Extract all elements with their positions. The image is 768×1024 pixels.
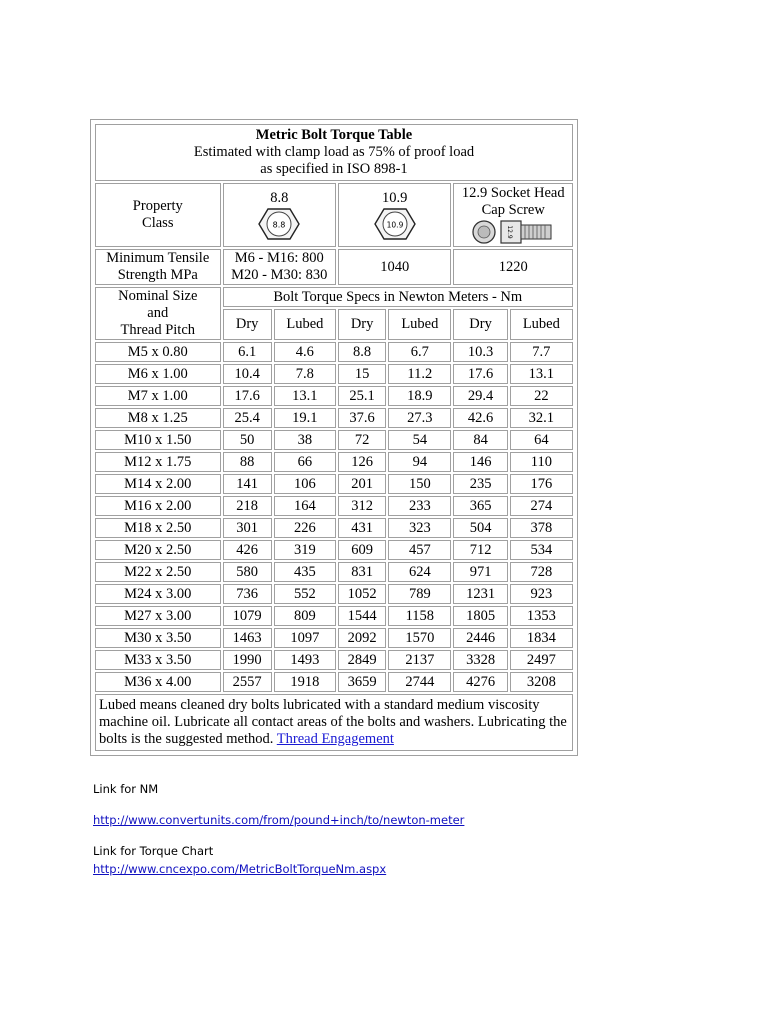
nm-link-row (93, 813, 464, 827)
cell-lubed-8-8: 1097 (274, 628, 336, 648)
cell-lubed-12-9: 1353 (510, 606, 573, 626)
grade-8-8-label: 8.8 (270, 189, 289, 206)
table-row (95, 474, 573, 494)
cell-dry-8-8: 301 (223, 518, 272, 538)
grade-12-9-cell (453, 183, 573, 247)
cell-lubed-8-8: 19.1 (274, 408, 336, 428)
cell-lubed-10-9: 323 (388, 518, 451, 538)
cell-lubed-12-9: 22 (510, 386, 573, 406)
cell-dry-8-8: 426 (223, 540, 272, 560)
cell-lubed-8-8: 38 (274, 430, 336, 450)
cell-dry-10-9: 431 (338, 518, 386, 538)
col-dry-12-9: Dry (453, 309, 507, 340)
cell-thread-size: M16 x 2.00 (95, 496, 221, 516)
cell-dry-10-9: 25.1 (338, 386, 386, 406)
cell-dry-12-9: 504 (453, 518, 507, 538)
cell-dry-8-8: 88 (223, 452, 272, 472)
cell-thread-size: M6 x 1.00 (95, 364, 221, 384)
cell-lubed-12-9: 1834 (510, 628, 573, 648)
cell-dry-12-9: 42.6 (453, 408, 507, 428)
cell-dry-10-9: 201 (338, 474, 386, 494)
table-row (95, 342, 573, 362)
cell-thread-size: M30 x 3.50 (95, 628, 221, 648)
cell-lubed-8-8: 164 (274, 496, 336, 516)
cell-dry-8-8: 1463 (223, 628, 272, 648)
cell-lubed-10-9: 457 (388, 540, 451, 560)
cell-lubed-12-9: 7.7 (510, 342, 573, 362)
tensile-12-9: 1220 (453, 249, 573, 285)
cell-dry-8-8: 6.1 (223, 342, 272, 362)
cell-lubed-12-9: 3208 (510, 672, 573, 692)
cell-dry-12-9: 365 (453, 496, 507, 516)
cell-thread-size: M7 x 1.00 (95, 386, 221, 406)
cell-lubed-12-9: 728 (510, 562, 573, 582)
cell-lubed-10-9: 11.2 (388, 364, 451, 384)
lubrication-note (95, 694, 573, 751)
cell-lubed-8-8: 1493 (274, 650, 336, 670)
cell-lubed-10-9: 624 (388, 562, 451, 582)
nominal-size-header-line2: and (147, 305, 169, 321)
table-row (95, 386, 573, 406)
cell-lubed-12-9: 923 (510, 584, 573, 604)
cell-dry-10-9: 3659 (338, 672, 386, 692)
table-row (95, 518, 573, 538)
torque-table (93, 122, 575, 753)
cell-lubed-10-9: 27.3 (388, 408, 451, 428)
cell-lubed-10-9: 789 (388, 584, 451, 604)
cell-dry-8-8: 218 (223, 496, 272, 516)
nominal-size-header-line3: Thread Pitch (120, 322, 196, 338)
col-lubed-8-8: Lubed (274, 309, 336, 340)
nominal-size-header-line1: Nominal Size (118, 288, 198, 304)
cell-lubed-8-8: 4.6 (274, 342, 336, 362)
cell-dry-12-9: 2446 (453, 628, 507, 648)
nm-link-label (93, 782, 158, 796)
cell-lubed-10-9: 1570 (388, 628, 451, 648)
cell-lubed-10-9: 150 (388, 474, 451, 494)
cell-thread-size: M5 x 0.80 (95, 342, 221, 362)
cell-lubed-12-9: 64 (510, 430, 573, 450)
table-row (95, 562, 573, 582)
table-row (95, 584, 573, 604)
cell-dry-10-9: 831 (338, 562, 386, 582)
cell-dry-8-8: 1079 (223, 606, 272, 626)
torque-table-container (90, 119, 578, 756)
table-row (95, 650, 573, 670)
cell-dry-8-8: 1990 (223, 650, 272, 670)
cell-dry-8-8: 10.4 (223, 364, 272, 384)
cell-thread-size: M22 x 2.50 (95, 562, 221, 582)
table-title-cell (95, 124, 573, 181)
cell-lubed-10-9: 6.7 (388, 342, 451, 362)
cell-lubed-12-9: 110 (510, 452, 573, 472)
cell-dry-10-9: 1544 (338, 606, 386, 626)
tensile-label (95, 249, 221, 285)
cell-dry-10-9: 37.6 (338, 408, 386, 428)
cell-thread-size: M33 x 3.50 (95, 650, 221, 670)
table-row (95, 496, 573, 516)
torque-rows (95, 342, 573, 692)
cell-lubed-8-8: 66 (274, 452, 336, 472)
cell-dry-8-8: 50 (223, 430, 272, 450)
cell-lubed-8-8: 106 (274, 474, 336, 494)
grade-8-8-icon-text: 8.8 (272, 220, 286, 229)
cell-lubed-8-8: 226 (274, 518, 336, 538)
cell-lubed-10-9: 54 (388, 430, 451, 450)
grade-10-9-icon-text: 10.9 (386, 220, 404, 229)
table-row (95, 628, 573, 648)
table-title: Metric Bolt Torque Table (255, 127, 413, 143)
col-lubed-10-9: Lubed (388, 309, 451, 340)
tensile-8-8-line1: M6 - M16: 800 (234, 250, 324, 266)
cell-lubed-12-9: 534 (510, 540, 573, 560)
cell-thread-size: M20 x 2.50 (95, 540, 221, 560)
cell-lubed-10-9: 18.9 (388, 386, 451, 406)
cell-dry-10-9: 312 (338, 496, 386, 516)
tensile-10-9: 1040 (338, 249, 451, 285)
tensile-label-line2: Strength MPa (117, 267, 198, 283)
cell-dry-12-9: 3328 (453, 650, 507, 670)
grade-10-9-label: 10.9 (382, 189, 408, 206)
cell-lubed-12-9: 274 (510, 496, 573, 516)
cell-dry-12-9: 235 (453, 474, 507, 494)
cell-lubed-10-9: 2137 (388, 650, 451, 670)
cell-lubed-8-8: 13.1 (274, 386, 336, 406)
table-row (95, 540, 573, 560)
socket-head-cap-screw-icon (470, 219, 556, 245)
cell-dry-12-9: 4276 (453, 672, 507, 692)
cell-dry-10-9: 1052 (338, 584, 386, 604)
cell-lubed-8-8: 319 (274, 540, 336, 560)
cell-thread-size: M12 x 1.75 (95, 452, 221, 472)
table-row (95, 408, 573, 428)
torque-chart-link-label-text: Link for Torque Chart (93, 844, 214, 858)
cell-lubed-10-9: 1158 (388, 606, 451, 626)
nm-link[interactable]: http://www.convertunits.com/from/pound+inch/to/newton-meter (93, 813, 465, 827)
table-row (95, 672, 573, 692)
cell-dry-10-9: 72 (338, 430, 386, 450)
tensile-label-line1: Minimum Tensile (106, 250, 210, 266)
grade-12-9-label-line1: 12.9 Socket Head (461, 185, 565, 201)
property-class-label-line1: Property (132, 198, 183, 214)
cell-dry-10-9: 126 (338, 452, 386, 472)
property-class-label-line2: Class (142, 215, 174, 231)
cell-lubed-8-8: 435 (274, 562, 336, 582)
lubrication-note-text: Lubed means cleaned dry bolts lubricated with a standard medium viscosity machine oil. Lubricate all contact areas of the bolts and washers. Lubricating the bolts is the suggested method. (99, 697, 567, 747)
cell-lubed-10-9: 2744 (388, 672, 451, 692)
cell-dry-12-9: 10.3 (453, 342, 507, 362)
thread-engagement-link[interactable]: Thread Engagement (276, 731, 394, 747)
grade-8-8-cell (223, 183, 336, 247)
cell-dry-10-9: 2849 (338, 650, 386, 670)
cell-dry-12-9: 1805 (453, 606, 507, 626)
table-row (95, 430, 573, 450)
cell-dry-12-9: 17.6 (453, 364, 507, 384)
table-subtitle-1: Estimated with clamp load as 75% of proof load (193, 144, 475, 160)
table-row (95, 606, 573, 626)
grade-12-9-icon-text: 12.9 (506, 225, 514, 239)
cell-dry-10-9: 609 (338, 540, 386, 560)
grade-10-9-cell (338, 183, 451, 247)
cell-dry-8-8: 736 (223, 584, 272, 604)
tensile-8-8-line2: M20 - M30: 830 (231, 267, 328, 283)
cell-dry-8-8: 580 (223, 562, 272, 582)
cell-dry-8-8: 17.6 (223, 386, 272, 406)
table-subtitle-2: as specified in ISO 898-1 (260, 161, 408, 177)
grade-12-9-label-line2: Cap Screw (481, 202, 545, 218)
cell-lubed-8-8: 809 (274, 606, 336, 626)
cell-lubed-12-9: 378 (510, 518, 573, 538)
torque-spec-header: Bolt Torque Specs in Newton Meters - Nm (223, 287, 573, 307)
cell-thread-size: M18 x 2.50 (95, 518, 221, 538)
col-lubed-12-9: Lubed (510, 309, 573, 340)
cell-dry-12-9: 29.4 (453, 386, 507, 406)
hex-head-bolt-icon (373, 207, 417, 241)
table-row (95, 364, 573, 384)
cell-dry-12-9: 84 (453, 430, 507, 450)
col-dry-10-9: Dry (338, 309, 386, 340)
col-dry-8-8: Dry (223, 309, 272, 340)
cell-dry-12-9: 971 (453, 562, 507, 582)
cell-lubed-10-9: 233 (388, 496, 451, 516)
cell-dry-12-9: 146 (453, 452, 507, 472)
cell-dry-8-8: 2557 (223, 672, 272, 692)
torque-chart-link-label (93, 844, 213, 858)
cell-lubed-10-9: 94 (388, 452, 451, 472)
torque-chart-link[interactable]: http://www.cncexpo.com/MetricBoltTorqueNm.aspx (93, 862, 387, 876)
cell-dry-10-9: 2092 (338, 628, 386, 648)
torque-chart-link-row (93, 862, 386, 876)
cell-dry-8-8: 141 (223, 474, 272, 494)
nm-link-label-text: Link for NM (93, 782, 159, 796)
cell-thread-size: M24 x 3.00 (95, 584, 221, 604)
cell-thread-size: M36 x 4.00 (95, 672, 221, 692)
cell-thread-size: M14 x 2.00 (95, 474, 221, 494)
cell-thread-size: M8 x 1.25 (95, 408, 221, 428)
hex-head-bolt-icon (257, 207, 301, 241)
cell-dry-10-9: 8.8 (338, 342, 386, 362)
table-row (95, 452, 573, 472)
cell-lubed-12-9: 13.1 (510, 364, 573, 384)
cell-dry-12-9: 1231 (453, 584, 507, 604)
cell-lubed-8-8: 1918 (274, 672, 336, 692)
nominal-size-header (95, 287, 221, 340)
cell-dry-12-9: 712 (453, 540, 507, 560)
cell-lubed-12-9: 176 (510, 474, 573, 494)
tensile-8-8 (223, 249, 336, 285)
cell-lubed-12-9: 2497 (510, 650, 573, 670)
cell-lubed-12-9: 32.1 (510, 408, 573, 428)
property-class-label (95, 183, 221, 247)
cell-lubed-8-8: 552 (274, 584, 336, 604)
cell-thread-size: M10 x 1.50 (95, 430, 221, 450)
cell-lubed-8-8: 7.8 (274, 364, 336, 384)
cell-dry-8-8: 25.4 (223, 408, 272, 428)
cell-thread-size: M27 x 3.00 (95, 606, 221, 626)
cell-dry-10-9: 15 (338, 364, 386, 384)
